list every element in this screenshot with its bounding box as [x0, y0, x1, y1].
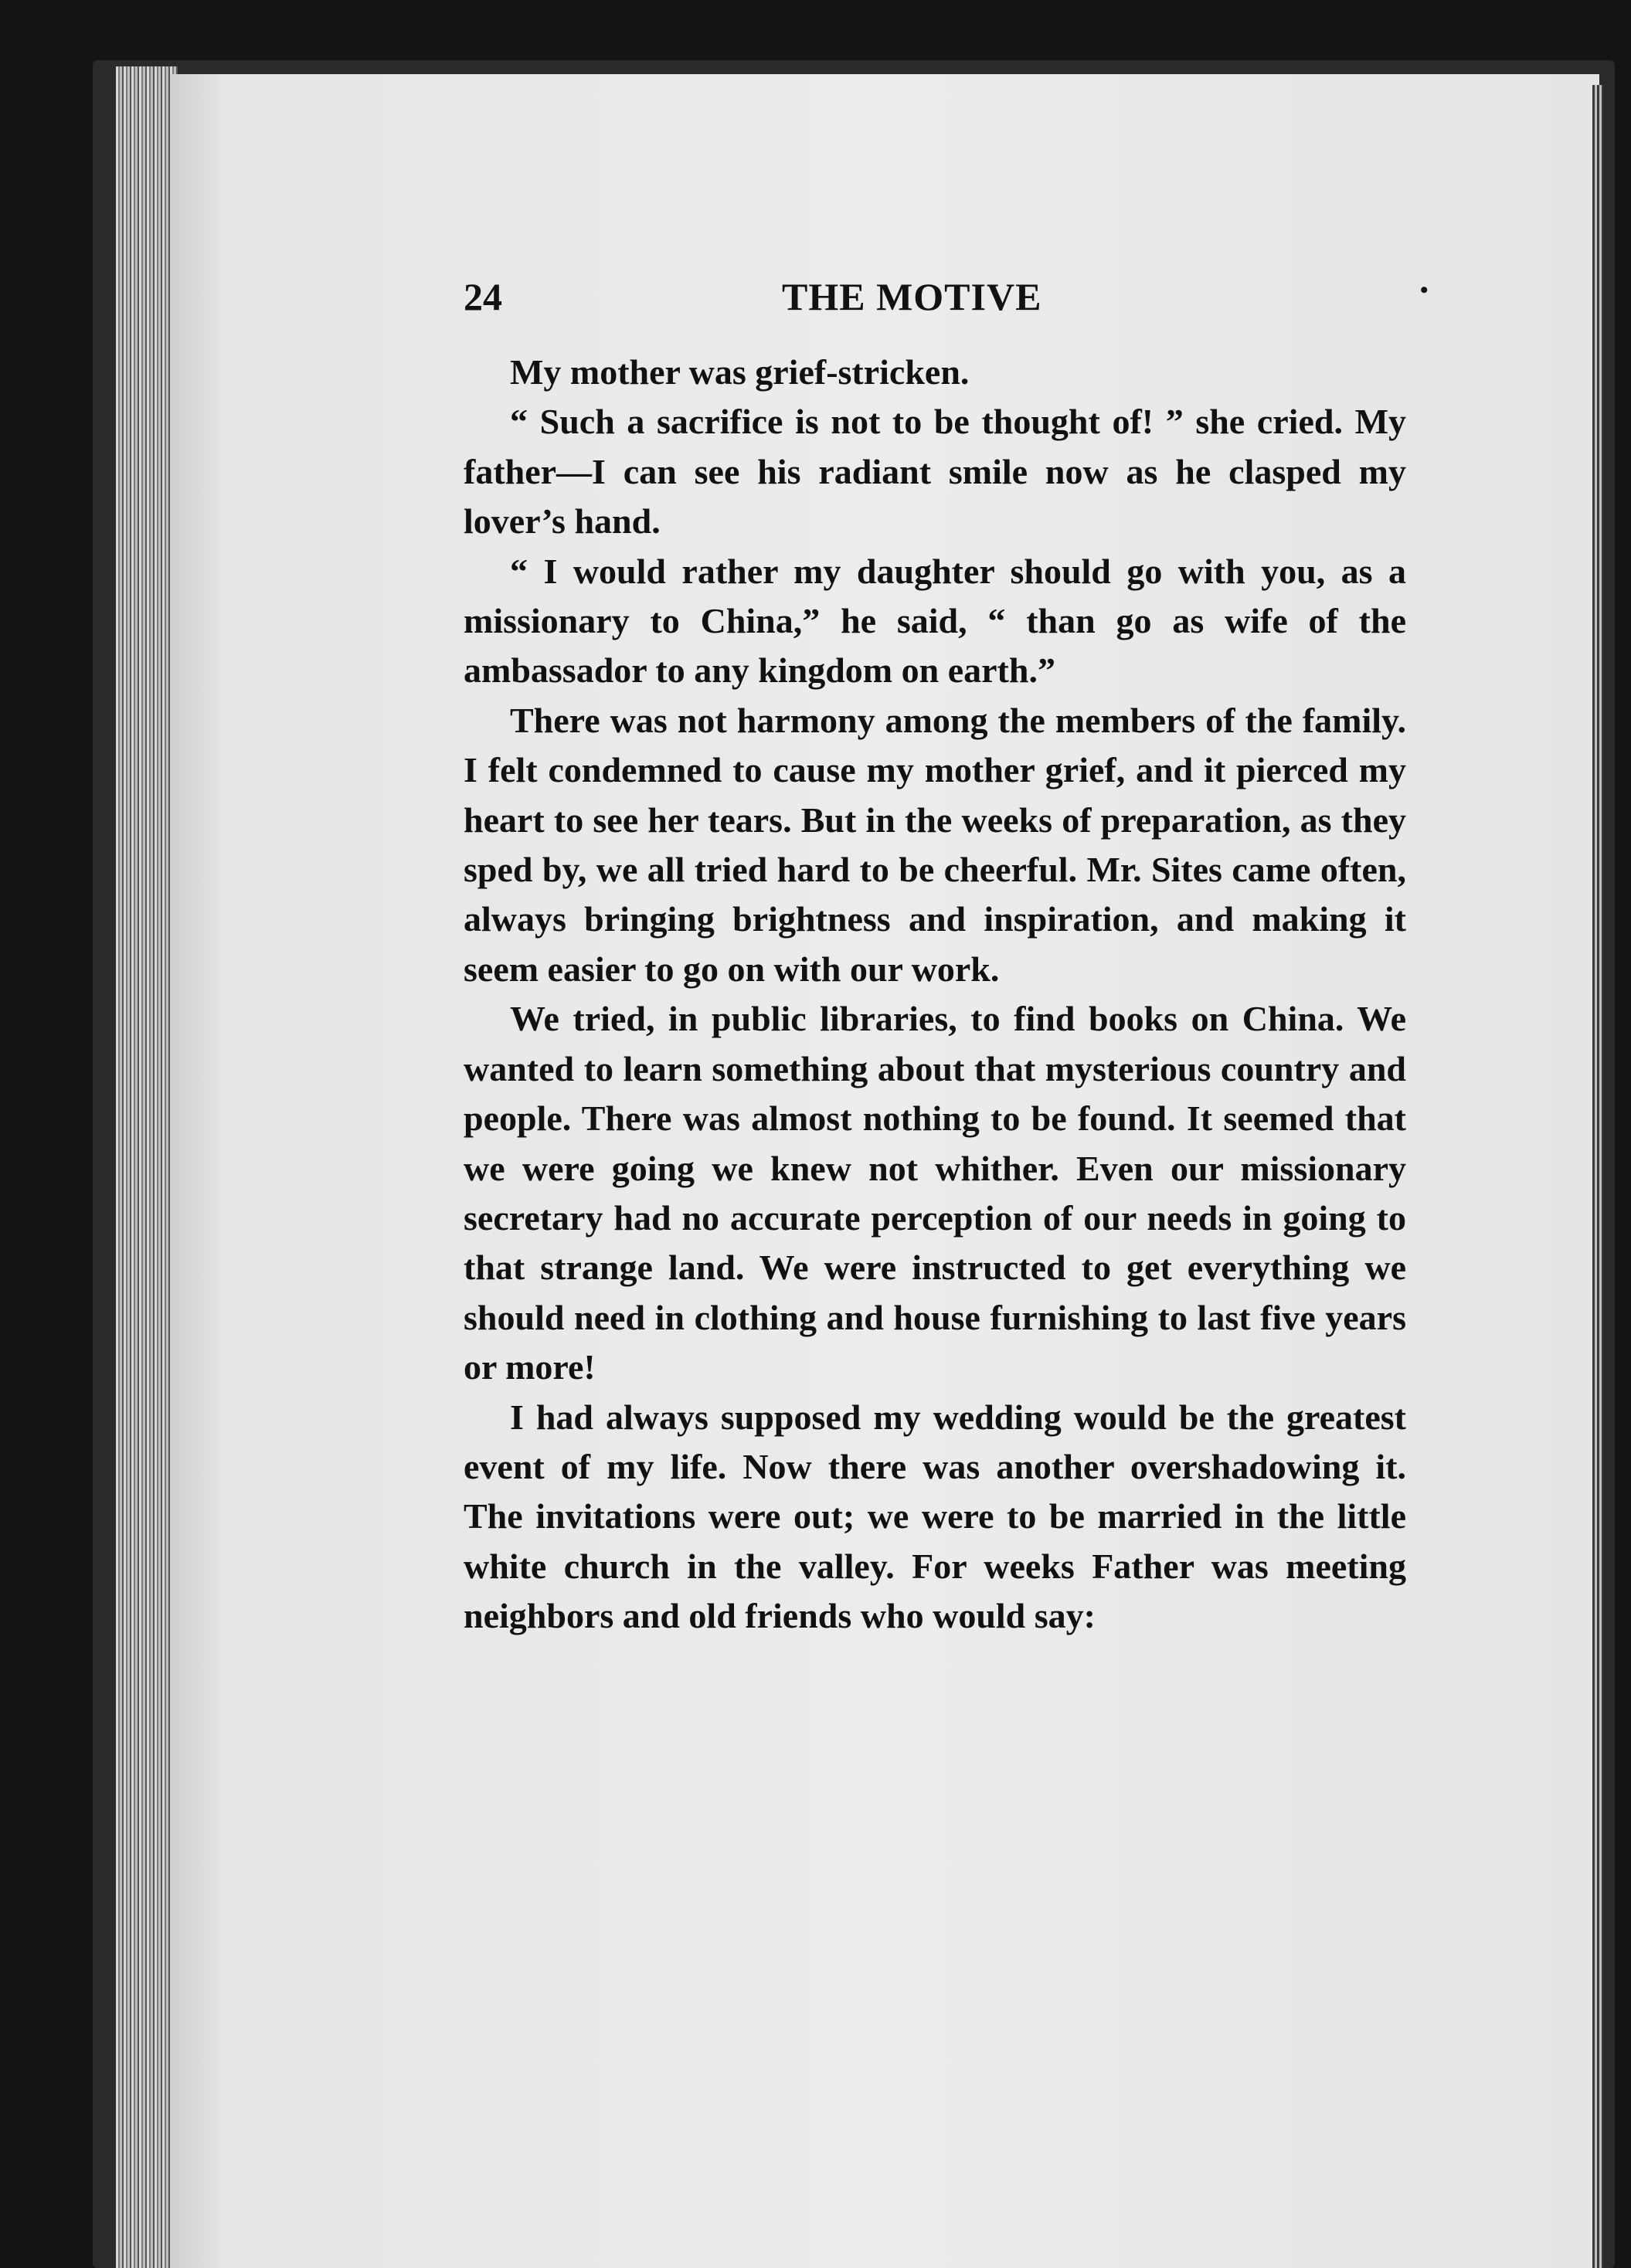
page-number: 24 — [464, 275, 502, 318]
running-title: THE MOTIVE — [782, 275, 1042, 318]
paragraph: There was not harmony among the members of the family. I felt condemned to cause my mother grief, and it pierced my heart to see her tears. But in the weeks of preparation, as they sped by, we all tried hard to be cheerful. Mr. Sites came often, always bringing brightness and inspiration, and making it seem easier to go on with our work. — [464, 700, 1406, 989]
right-page-edge — [1592, 85, 1603, 2268]
paragraph: My mother was grief-stricken. — [510, 352, 970, 392]
running-head — [464, 274, 1468, 328]
paragraph: “ I would rather my daughter should go with you, as a missionary to China,” he said, “ than go as wife of the ambassador to any kingdom on earth.” — [464, 551, 1406, 691]
paragraph: I had always supposed my wedding would be the greatest event of my life. Now there was another overshadowing it. The invitations were out; we were to be married in the little white church in the valley. For weeks Father was meeting neighbors and old friends who would say: — [464, 1397, 1406, 1636]
paragraph: We tried, in public libraries, to find books on China. We wanted to learn something about that mysterious country and people. There was almost nothing to be found. It seemed that we were going we knew not whither. Even our missionary secretary had no accurate perception of our needs in going to that strange land. We were instructed to get everything we should need in clothing and house furnishing to last five years or more! — [464, 999, 1406, 1387]
stray-mark: • — [1420, 277, 1429, 303]
body-text — [464, 348, 1406, 1642]
paragraph: “ Such a sacrifice is not to be thought of! ” she cried. My father—I can see his radiant smile now as he clasped my lover’s hand. — [464, 402, 1406, 542]
page-stack-edges — [116, 66, 178, 2268]
